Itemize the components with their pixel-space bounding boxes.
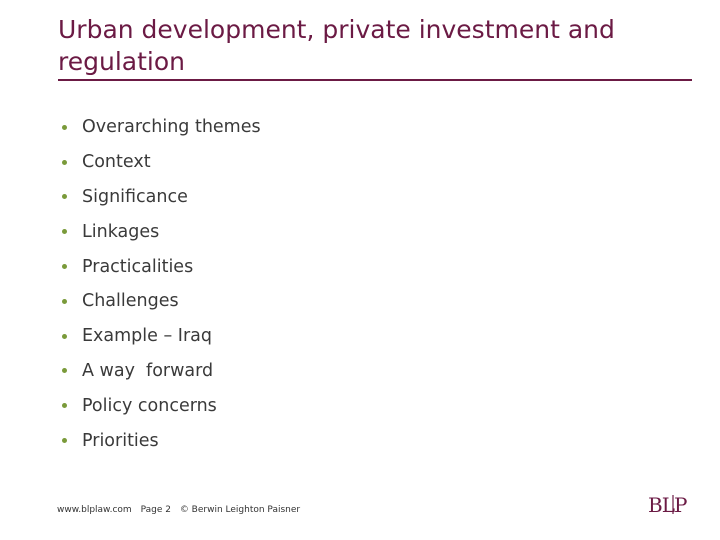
footer-url[interactable]: www.blplaw.com: [57, 505, 132, 515]
title-divider: [58, 79, 692, 81]
bullet-dot-icon: [62, 299, 67, 304]
slide-footer: [57, 505, 306, 515]
footer-copyright: © Berwin Leighton Paisner: [179, 505, 301, 515]
bullet-dot-icon: [62, 334, 67, 339]
bullet-text: Linkages: [82, 221, 160, 242]
bullet-dot-icon: [62, 403, 67, 408]
bullet-list: [60, 110, 261, 458]
bullet-dot-icon: [62, 264, 67, 269]
bullet-text: Policy concerns: [82, 395, 217, 416]
bullet-item: [60, 110, 261, 145]
bullet-dot-icon: [62, 229, 67, 234]
logo-text: BLP: [648, 493, 687, 517]
bullet-text: Practicalities: [82, 256, 194, 277]
bullet-item: [60, 214, 261, 249]
bullet-item: [60, 249, 261, 284]
bullet-dot-icon: [62, 160, 67, 165]
blp-logo-icon: [648, 490, 692, 520]
bullet-text: Overarching themes: [82, 117, 261, 138]
bullet-item: [60, 388, 261, 423]
bullet-text: Context: [82, 152, 151, 173]
bullet-text: Significance: [82, 186, 188, 207]
bullet-text: Challenges: [82, 291, 179, 312]
bullet-item: [60, 319, 261, 354]
bullet-item: [60, 423, 261, 458]
slide-title: Urban development, private investment and regulation: [58, 15, 615, 76]
bullet-dot-icon: [62, 368, 67, 373]
bullet-item: [60, 180, 261, 215]
bullet-text: Priorities: [82, 430, 159, 451]
bullet-dot-icon: [62, 194, 67, 199]
bullet-item: [60, 354, 261, 389]
bullet-text: A way forward: [82, 360, 214, 381]
bullet-item: [60, 145, 261, 180]
bullet-dot-icon: [62, 438, 67, 443]
bullet-dot-icon: [62, 125, 67, 130]
footer-page-number: Page 2: [140, 505, 171, 515]
bullet-text: Example – Iraq: [82, 326, 212, 347]
bullet-item: [60, 284, 261, 319]
